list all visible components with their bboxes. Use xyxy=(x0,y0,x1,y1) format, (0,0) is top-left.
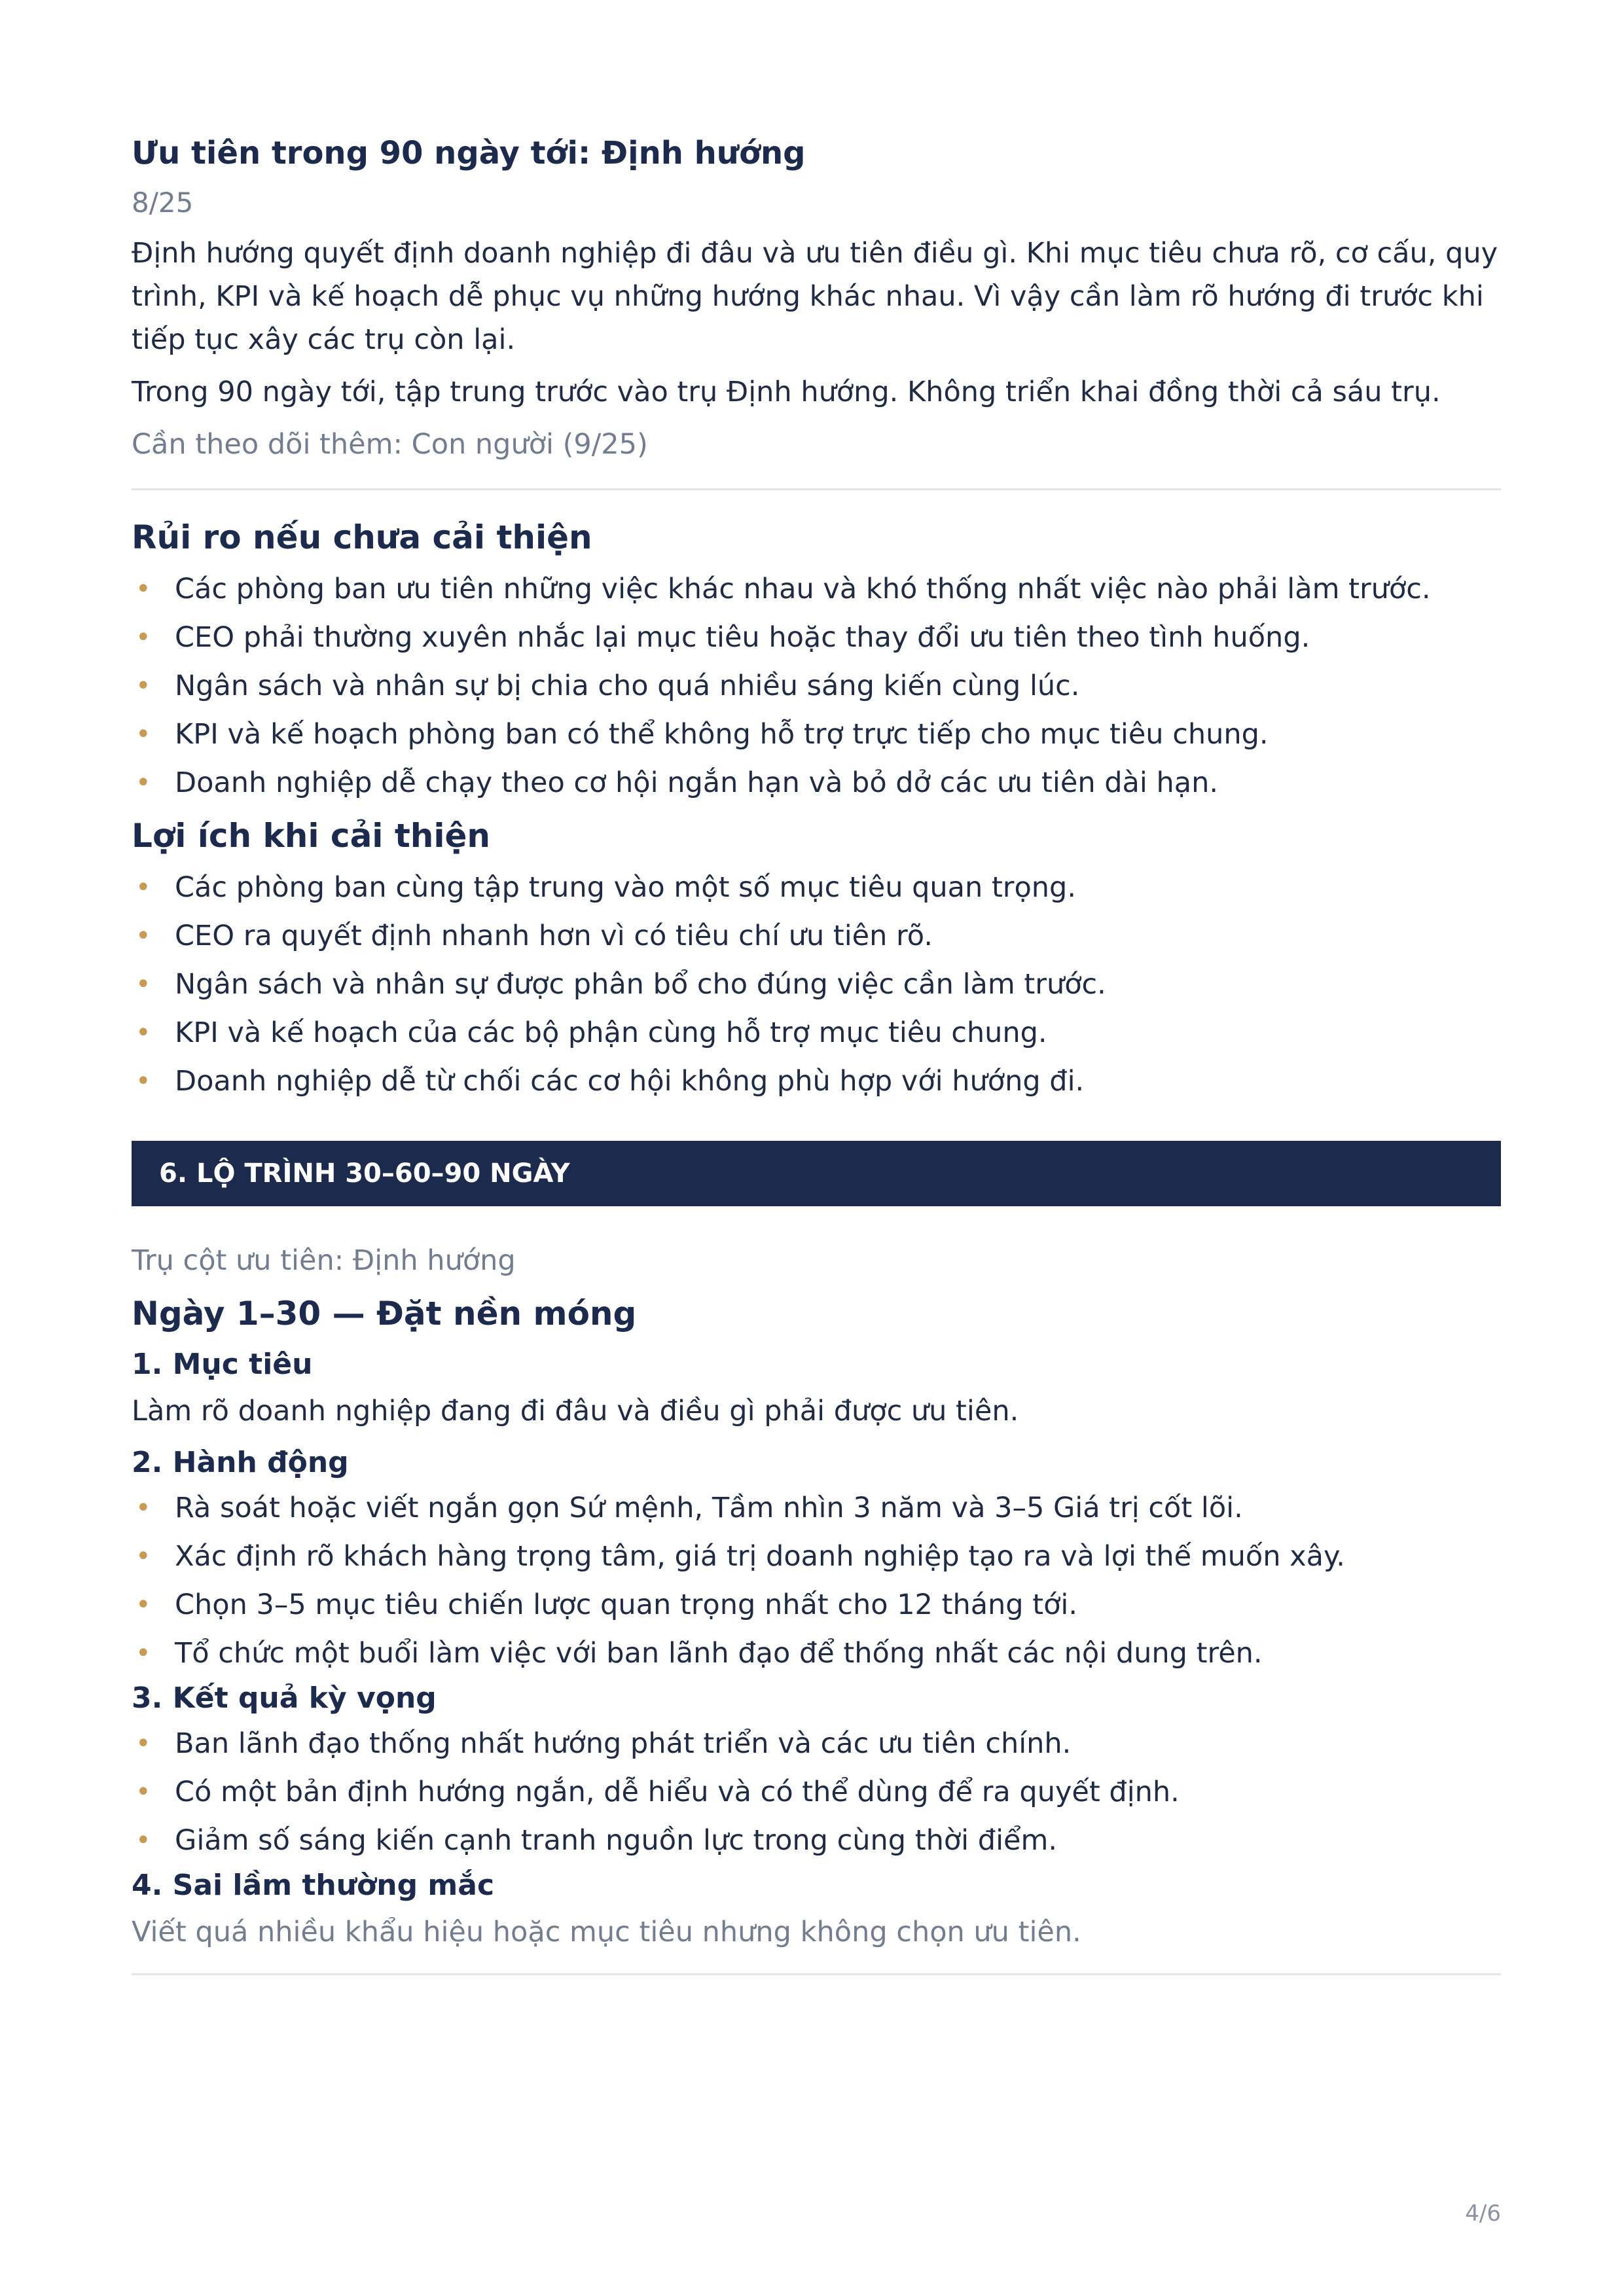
divider xyxy=(132,488,1501,490)
list-item: • Có một bản định hướng ngắn, dễ hiểu và có thể dùng để ra quyết định. xyxy=(132,1768,1501,1816)
actions-list xyxy=(132,1484,1501,1677)
priority-paragraph-2: Trong 90 ngày tới, tập trung trước vào trụ Định hướng. Không triển khai đồng thời cả sáu trụ. xyxy=(132,376,1441,408)
bullet-icon: • xyxy=(135,719,151,749)
goal-title: 1. Mục tiêu xyxy=(132,1348,313,1381)
list-item: • Giảm số sáng kiến cạnh tranh nguồn lực trong cùng thời điểm. xyxy=(132,1816,1501,1865)
list-item: • Rà soát hoặc viết ngắn gọn Sứ mệnh, Tầm nhìn 3 năm và 3–5 Giá trị cốt lõi. xyxy=(132,1484,1501,1532)
list-item: • Ban lãnh đạo thống nhất hướng phát triển và các ưu tiên chính. xyxy=(132,1719,1501,1768)
bullet-icon: • xyxy=(135,1638,151,1668)
list-item: • Các phòng ban ưu tiên những việc khác nhau và khó thống nhất việc nào phải làm trước. xyxy=(132,565,1501,613)
list-item: • KPI và kế hoạch của các bộ phận cùng hỗ trợ mục tiêu chung. xyxy=(132,1009,1501,1057)
bullet-icon: • xyxy=(135,1541,151,1571)
bullet-icon: • xyxy=(135,1729,151,1759)
risks-list xyxy=(132,565,1501,807)
list-item: • Ngân sách và nhân sự được phân bổ cho đúng việc cần làm trước. xyxy=(132,960,1501,1009)
list-item: • Doanh nghiệp dễ chạy theo cơ hội ngắn hạn và bỏ dở các ưu tiên dài hạn. xyxy=(132,759,1501,807)
bullet-icon: • xyxy=(135,622,151,653)
bullet-icon: • xyxy=(135,574,151,604)
priority-title: Ưu tiên trong 90 ngày tới: Định hướng xyxy=(132,135,806,171)
mistakes-text: Viết quá nhiều khẩu hiệu hoặc mục tiêu nhưng không chọn ưu tiên. xyxy=(132,1916,1081,1948)
benefits-list xyxy=(132,863,1501,1105)
list-item: • Tổ chức một buổi làm việc với ban lãnh đạo để thống nhất các nội dung trên. xyxy=(132,1629,1501,1677)
list-item: • Các phòng ban cùng tập trung vào một số mục tiêu quan trọng. xyxy=(132,863,1501,912)
list-item: • Xác định rõ khách hàng trọng tâm, giá trị doanh nghiệp tạo ra và lợi thế muốn xây. xyxy=(132,1532,1501,1581)
list-item: • Chọn 3–5 mục tiêu chiến lược quan trọng nhất cho 12 tháng tới. xyxy=(132,1581,1501,1629)
section-banner: 6. LỘ TRÌNH 30–60–90 NGÀY xyxy=(132,1141,1501,1206)
pillar-label: Trụ cột ưu tiên: Định hướng xyxy=(132,1244,516,1277)
risks-title: Rủi ro nếu chưa cải thiện xyxy=(132,518,592,556)
bullet-icon: • xyxy=(135,1777,151,1807)
phase-title: Ngày 1–30 — Đặt nền móng xyxy=(132,1295,637,1333)
list-item: • CEO phải thường xuyên nhắc lại mục tiêu hoặc thay đổi ưu tiên theo tình huống. xyxy=(132,613,1501,662)
bullet-icon: • xyxy=(135,1590,151,1620)
bullet-icon: • xyxy=(135,872,151,903)
priority-score: 8/25 xyxy=(132,187,194,219)
goal-text: Làm rõ doanh nghiệp đang đi đâu và điều gì phải được ưu tiên. xyxy=(132,1395,1019,1427)
bullet-icon: • xyxy=(135,1018,151,1048)
mistakes-title: 4. Sai lầm thường mắc xyxy=(132,1869,495,1902)
bullet-icon: • xyxy=(135,1066,151,1096)
list-item: • KPI và kế hoạch phòng ban có thể không hỗ trợ trực tiếp cho mục tiêu chung. xyxy=(132,710,1501,759)
list-item: • CEO ra quyết định nhanh hơn vì có tiêu chí ưu tiên rõ. xyxy=(132,912,1501,960)
bullet-icon: • xyxy=(135,1825,151,1856)
bullet-icon: • xyxy=(135,1493,151,1523)
page-content xyxy=(132,131,1501,1975)
page-number: 4/6 xyxy=(1465,2200,1501,2227)
priority-paragraph-1: Định hướng quyết định doanh nghiệp đi đâu và ưu tiên điều gì. Khi mục tiêu chưa rõ, cơ cấu, quy trình, KPI và kế hoạch dễ phục vụ những hướng khác nhau. Vì vậy cần làm rõ hướng đi trước khi tiếp tục xây các trụ còn lại. xyxy=(132,237,1498,356)
bullet-icon: • xyxy=(135,921,151,951)
follow-up-note: Cần theo dõi thêm: Con người (9/25) xyxy=(132,428,648,461)
results-title: 3. Kết quả kỳ vọng xyxy=(132,1681,437,1715)
results-list xyxy=(132,1719,1501,1865)
benefits-title: Lợi ích khi cải thiện xyxy=(132,817,490,855)
divider xyxy=(132,1973,1501,1975)
list-item: • Doanh nghiệp dễ từ chối các cơ hội không phù hợp với hướng đi. xyxy=(132,1057,1501,1105)
actions-title: 2. Hành động xyxy=(132,1446,349,1479)
list-item: • Ngân sách và nhân sự bị chia cho quá nhiều sáng kiến cùng lúc. xyxy=(132,662,1501,710)
bullet-icon: • xyxy=(135,768,151,798)
bullet-icon: • xyxy=(135,671,151,701)
bullet-icon: • xyxy=(135,969,151,999)
